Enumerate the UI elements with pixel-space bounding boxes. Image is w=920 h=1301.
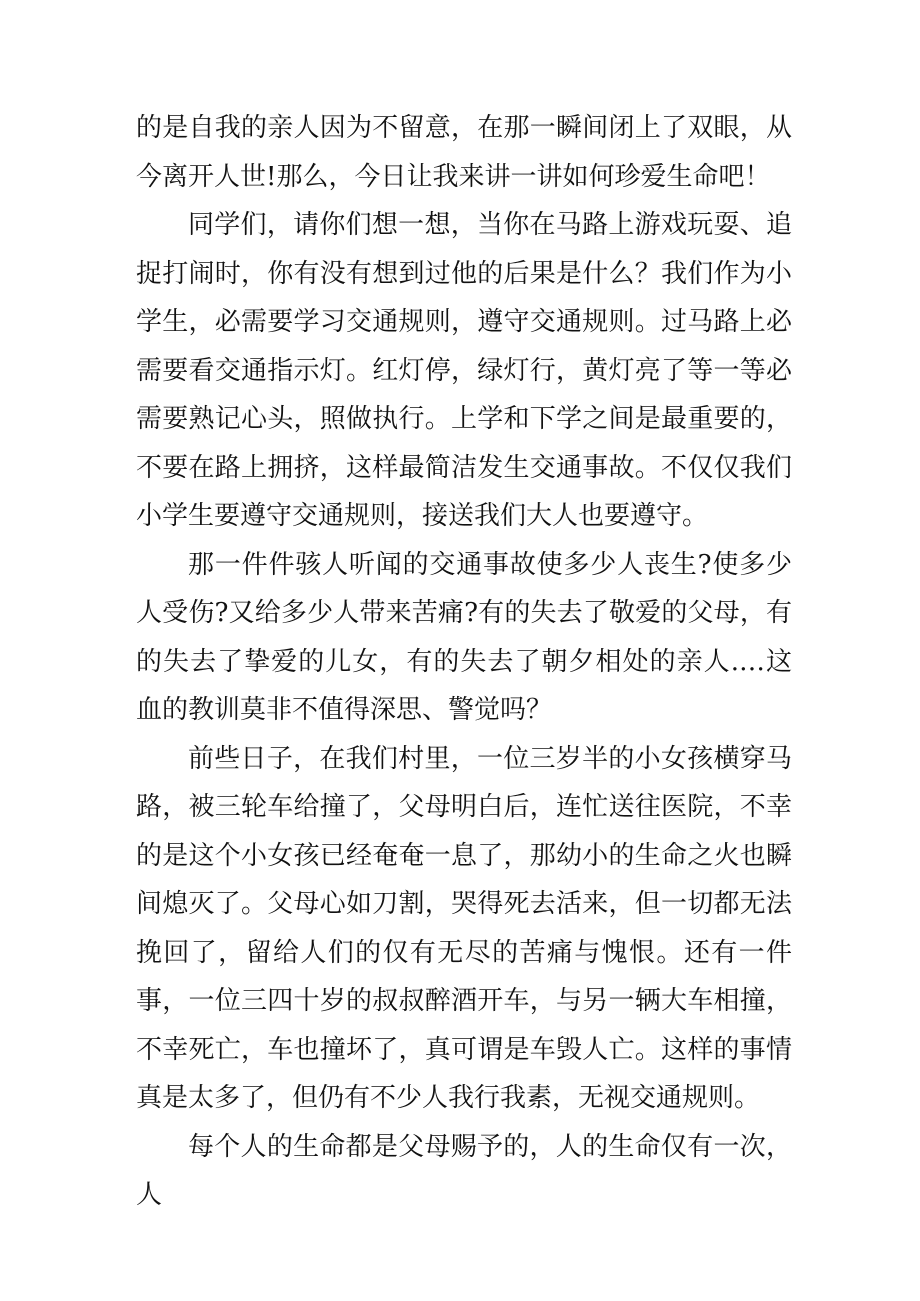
paragraph-village-story: 前些日子，在我们村里，一位三岁半的小女孩横穿马路，被三轮车给撞了，父母明白后，连忙送往医院，不幸的是这个小女孩已经奄奄一息了，那幼小的生命之火也瞬间熄灭了。父母心如刀割，哭得死去活来，但一切都无法挽回了，留给人们的仅有无尽的苦痛与愧恨。还有一件事，一位三四十岁的叔叔醉酒开车，与另一辆大车相撞，不幸死亡，车也撞坏了，真可谓是车毁人亡。这样的事情真是太多了，但仍有不少人我行我素，无视交通规则。 [136, 743, 792, 1113]
paragraph-traffic-rules: 同学们，请你们想一想，当你在马路上游戏玩耍、追捉打闹时，你有没有想到过他的后果是什么？我们作为小学生，必需要学习交通规则，遵守交通规则。过马路上必需要看交通指示灯。红灯停，绿灯行，黄灯亮了等一等必需要熟记心头，照做执行。上学和下学之间是最重要的，不要在路上拥挤，这样最简洁发生交通事故。不仅仅我们小学生要遵守交通规则，接送我们大人也要遵守。 [136, 210, 792, 531]
paragraph-continuation: 的是自我的亲人因为不留意，在那一瞬间闭上了双眼，从今离开人世!那么，今日让我来讲一讲如何珍爱生命吧！ [136, 113, 792, 192]
paragraph-accidents: 那一件件骇人听闻的交通事故使多少人丧生?使多少人受伤?又给多少人带来苦痛?有的失去了敬爱的父母，有的失去了挚爱的儿女，有的失去了朝夕相处的亲人.…这血的教训莫非不值得深思、警觉吗？ [136, 549, 792, 725]
paragraph-life-once: 每个人的生命都是父母赐予的，人的生命仅有一次，人 [136, 1131, 792, 1210]
document-body [136, 104, 792, 1220]
